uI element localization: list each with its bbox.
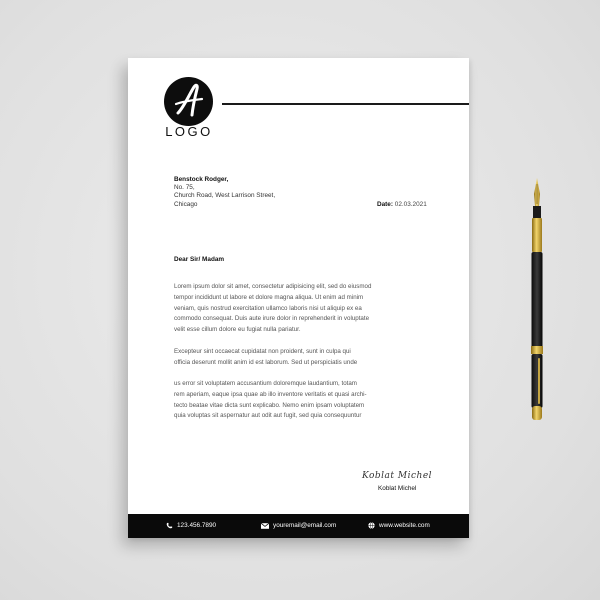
- recipient-address: [174, 176, 275, 209]
- footer-email: [261, 522, 336, 529]
- footer-website: [368, 522, 430, 529]
- website-url: www.website.com: [379, 522, 430, 529]
- paragraph-line: officia deserunt mollit anim id est laborum. Sed ut perspiciatis unde: [174, 358, 358, 366]
- script-a-icon: [164, 77, 213, 126]
- footer-bar: [128, 514, 469, 538]
- signature-script: Koblat Michel: [362, 471, 433, 481]
- paragraph-line: Lorem ipsum dolor sit amet, consectetur adipisicing elit, sed do eiusmod: [174, 283, 372, 290]
- email-address: youremail@email.com: [273, 522, 337, 529]
- logo-text: LOGO: [165, 124, 213, 139]
- date-value: 02.03.2021: [394, 201, 427, 208]
- phone-number: 123.456.7890: [177, 522, 217, 529]
- email-icon: [261, 523, 269, 529]
- address-line-1: No. 75,: [174, 184, 195, 192]
- header-rule: [222, 103, 469, 105]
- recipient-name: Benstock Rodger,: [174, 176, 229, 183]
- paragraph-line: quia voluptas sit aspernatur aut odit aut fugit, sed quia consequuntur: [174, 412, 362, 420]
- fountain-pen: [527, 178, 547, 424]
- signer-name: Koblat Michel: [378, 485, 417, 492]
- letterhead-page: [128, 58, 469, 538]
- footer-phone: [166, 522, 216, 529]
- paragraph-line: velit esse cillum dolore eu fugiat nulla pariatur.: [174, 326, 301, 334]
- address-line-3: Chicago: [174, 200, 198, 208]
- paragraph-line: commodo consequat. Duis aute irure dolor in reprehenderit in voluptate: [174, 315, 370, 323]
- salutation: Dear Sir/ Madam: [174, 256, 225, 263]
- body-paragraph-3: [174, 379, 424, 422]
- date-label: Date:: [377, 201, 393, 208]
- letter-date: [377, 201, 427, 208]
- paragraph-line: veniam, quis nostrud exercitation ullamco laboris nisi ut aliquip ex ea: [174, 304, 362, 312]
- paragraph-line: tecto beatae vitae dicta sunt explicabo. Nemo enim ipsam voluptatem: [174, 401, 365, 409]
- phone-icon: [166, 522, 173, 529]
- paragraph-line: rem aperiam, eaque ipsa quae ab illo inventore veritatis et quasi archi-: [174, 390, 367, 398]
- logo-mark: [164, 77, 213, 126]
- address-line-2: Church Road, West Larrison Street,: [174, 192, 276, 200]
- paragraph-line: us error sit voluptatem accusantium doloremque laudantium, totam: [174, 380, 357, 387]
- body-paragraph-2: [174, 347, 424, 369]
- body-paragraph-1: [174, 282, 424, 336]
- paragraph-line: tempor incididunt ut labore et dolore magna aliqua. Ut enim ad minim: [174, 293, 364, 301]
- paragraph-line: Excepteur sint occaecat cupidatat non proident, sunt in culpa qui: [174, 348, 351, 355]
- globe-icon: [368, 522, 375, 529]
